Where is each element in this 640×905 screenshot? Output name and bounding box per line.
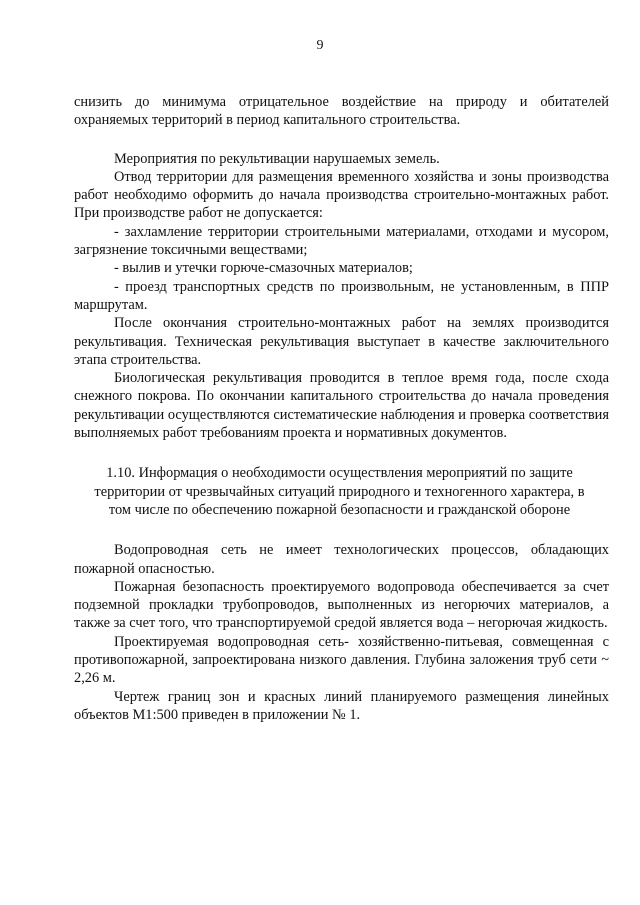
section-paragraph: Чертеж границ зон и красных линий планируемого размещения линейных объектов М1:500 приведен в приложении № 1. — [74, 688, 609, 723]
section-paragraph: Пожарная безопасность проектируемого водопровода обеспечивается за счет подземной прокладки трубопроводов, выполненных из негорючих материалов, а также за счет того, что транспортируемой средой является вода – негорючая жидкость. — [74, 578, 609, 632]
recultivation-title: Мероприятия по рекультивации нарушаемых земель. — [114, 150, 440, 167]
recultivation-intro: Отвод территории для размещения временного хозяйства и зоны производства работ необходимо оформить до начала производства строительно-монтажных работ. При производстве работ не допускается: — [74, 168, 609, 222]
prohibited-item: - захламление территории строительными материалами, отходами и мусором, загрязнение токсичными веществами; — [74, 223, 609, 259]
document-body — [74, 93, 609, 724]
biological-recultivation: Биологическая рекультивация проводится в теплое время года, после схода снежного покрова. По окончании капитального строительства до начала проведения рекультивации осуществляются систематические наблюдения и проверка соответствия выполняемых работ требованиям проекта и нормативных документов. — [74, 370, 609, 442]
section-heading-line: 1.10. Информация о необходимости осуществления мероприятий по защите — [106, 465, 573, 482]
section-heading-line: том числе по обеспечению пожарной безопасности и гражданской обороне — [108, 501, 571, 518]
section-paragraph: Водопроводная сеть не имеет технологических процессов, обладающих пожарной опасностью. — [74, 542, 609, 577]
prohibited-item: - проезд транспортных средств по произвольным, не установленным, в ППР маршрутам. — [74, 278, 609, 313]
prohibited-item: - вылив и утечки горюче-смазочных материалов; — [114, 260, 413, 277]
paragraph-continuation: снизить до минимума отрицательное воздействие на природу и обитателей охраняемых территорий в период капитального строительства. — [74, 94, 609, 129]
section-heading — [74, 464, 609, 519]
section-heading-line: территории от чрезвычайных ситуаций природного и техногенного характера, в — [94, 483, 585, 500]
page-number: 9 — [316, 38, 324, 53]
section-paragraph: Проектируемая водопроводная сеть- хозяйственно-питьевая, совмещенная с противопожарной, запроектирована низкого давления. Глубина заложения труб сети ~ 2,26 м. — [74, 633, 609, 687]
technical-recultivation: После окончания строительно-монтажных работ на землях производится рекультивация. Техническая рекультивация выступает в качестве заключительного этапа строительства. — [74, 315, 609, 368]
